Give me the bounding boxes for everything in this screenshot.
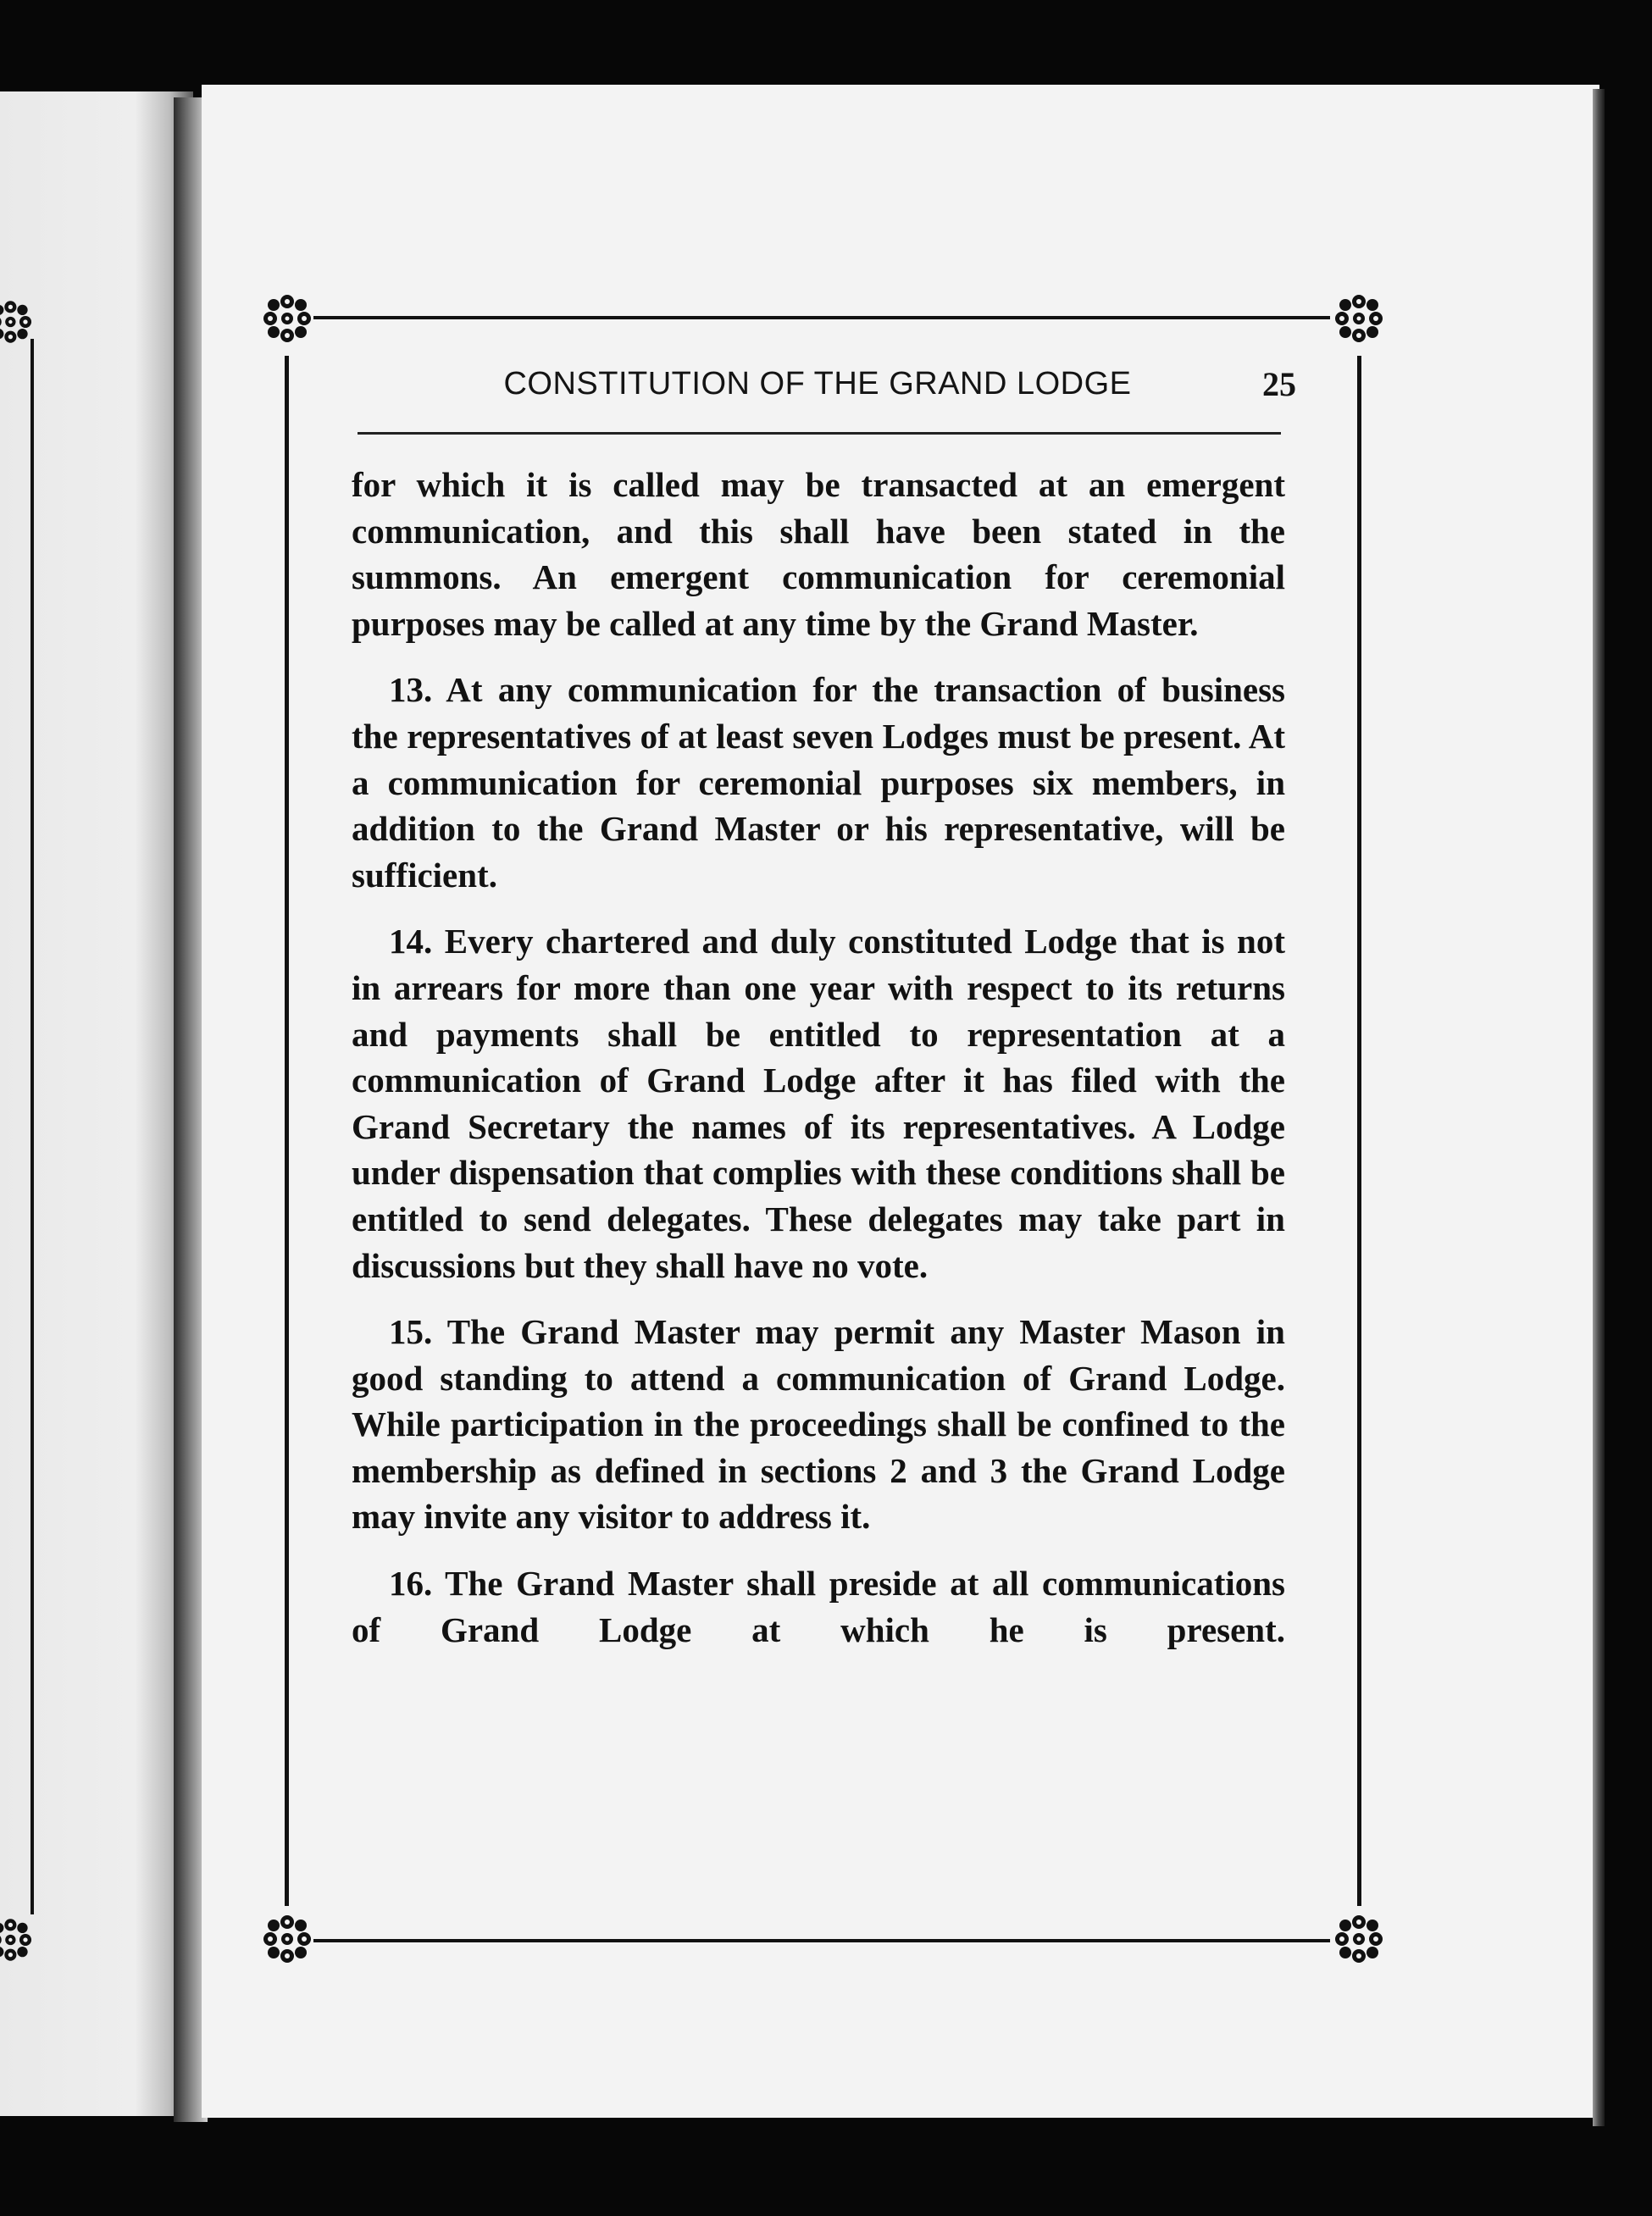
frame-bottom-rule bbox=[313, 1939, 1330, 1942]
page-body bbox=[352, 462, 1285, 1653]
section-16: 16. The Grand Master shall preside at all communications of Grand Lodge at which he is present. bbox=[352, 1564, 1285, 1649]
previous-page-frame-rule bbox=[30, 339, 34, 1914]
frame-top-rule bbox=[313, 316, 1330, 319]
frame-right-rule bbox=[1357, 356, 1361, 1906]
floral-corner-ornament-icon bbox=[1330, 290, 1388, 347]
section-15: 15. The Grand Master may permit any Master Mason in good standing to attend a communication of Grand Lodge. While participation in the proceedings shall be confined to the membership as defined in sections 2 and 3 the Grand Lodge may invite any visitor to address it. bbox=[352, 1312, 1285, 1537]
section-13: 13. At any communication for the transaction of business the representatives of at least seven Lodges must be present. At a communication for ceremonial purposes six members, in addition to the Grand Master or his representative, will be sufficient. bbox=[352, 670, 1285, 895]
previous-page-edge bbox=[0, 91, 193, 2116]
floral-corner-ornament-icon bbox=[258, 290, 316, 347]
floral-corner-ornament-icon bbox=[258, 1910, 316, 1968]
frame-left-rule bbox=[285, 356, 289, 1906]
running-head: CONSTITUTION OF THE GRAND LODGE bbox=[503, 366, 1132, 402]
floral-corner-ornament-icon bbox=[0, 292, 51, 352]
header-rule bbox=[358, 432, 1281, 435]
paragraph-continuation: for which it is called may be transacted at an emergent communication, and this shall have been stated in the summons. An emergent communication for ceremonial purposes may be called at any time by the Grand Master. bbox=[352, 465, 1285, 643]
section-14: 14. Every chartered and duly constituted Lodge that is not in arrears for more than one year with respect to its returns and payments shall be entitled to representation at a communication of Grand Lodge after it has filed with the Grand Secretary the names of its representatives. A Lodge under dispensation that complies with these conditions shall be entitled to send delegates. These delegates may take part in discussions but they shall have no vote. bbox=[352, 922, 1285, 1285]
page-edge-shadow bbox=[1593, 89, 1605, 2126]
page-number: 25 bbox=[1262, 365, 1296, 403]
floral-corner-ornament-icon bbox=[0, 1910, 51, 1969]
floral-corner-ornament-icon bbox=[1330, 1910, 1388, 1968]
